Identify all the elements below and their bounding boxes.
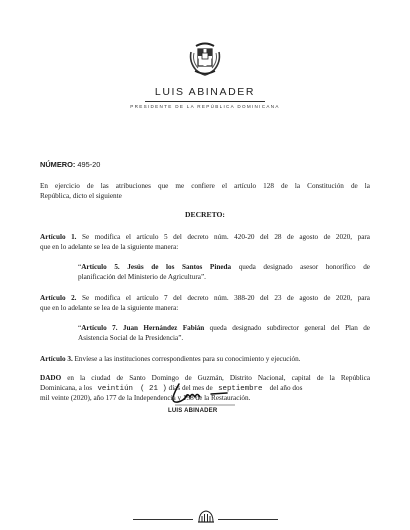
article-3-text: Envíese a las instituciones correspondientes para su conocimiento y ejecución. bbox=[74, 355, 301, 363]
dado-label: DADO bbox=[40, 374, 62, 382]
decree-number-value: 495-20 bbox=[77, 160, 101, 169]
article-1-line-1 bbox=[40, 232, 370, 242]
article-2-text: Se modifica el artículo 7 del decreto núm. 388-20 del 23 de agosto de 2020, para bbox=[82, 294, 370, 302]
quote-1-open: “ bbox=[78, 263, 82, 271]
quote-1-text: queda designado asesor honorífico de bbox=[238, 263, 370, 271]
intro-line-1: En ejercicio de las atribuciones que me confiere el artículo 128 de la Constitución de la bbox=[40, 182, 370, 190]
footer-rule-right bbox=[218, 519, 278, 520]
coat-of-arms-icon bbox=[188, 40, 222, 76]
quote-2-text: queda designado subdirector general del Plan de bbox=[209, 324, 370, 332]
article-2-line-2: que en lo adelante se lea de la siguiente manera: bbox=[40, 304, 179, 312]
day-words: veintiún bbox=[97, 385, 133, 393]
decree-heading: DECRETO: bbox=[185, 210, 225, 219]
intro-line-2: República, dicto el siguiente bbox=[40, 192, 122, 200]
decree-number bbox=[40, 160, 100, 170]
signatory-name: LUIS ABINADER bbox=[168, 408, 218, 414]
dado-line-3: mil veinte (2020), año 177 de la Independencia y 158 de la Restauración. bbox=[40, 394, 251, 402]
article-1-line-2: que en lo adelante se lea de la siguiente manera: bbox=[40, 243, 179, 251]
article-2-label: Artículo 2. bbox=[40, 294, 77, 302]
header-subtitle: PRESIDENTE DE LA REPÚBLICA DOMINICANA bbox=[130, 104, 280, 109]
footer-emblem-icon bbox=[197, 509, 215, 523]
header-divider bbox=[145, 101, 265, 102]
article-3 bbox=[40, 354, 300, 364]
dado-line-2-a: Dominicana, a los bbox=[40, 384, 93, 392]
handwritten-signature bbox=[165, 381, 245, 407]
header-name: LUIS ABINADER bbox=[154, 86, 256, 98]
dado-line-2-c: del año dos bbox=[269, 384, 303, 392]
article-1-text: Se modifica el artículo 5 del decreto núm. 420-20 del 28 de agosto de 2020, para bbox=[82, 233, 370, 241]
article-2-line-1 bbox=[40, 293, 370, 303]
quote-2-line-1 bbox=[78, 323, 370, 333]
quote-2-line-2: Asistencia Social de la Presidencia”. bbox=[78, 334, 184, 342]
quote-1-line-1 bbox=[78, 262, 370, 272]
day-number: ( 21 ) bbox=[140, 385, 167, 393]
article-1-label: Artículo 1. bbox=[40, 233, 77, 241]
decree-number-label: NÚMERO: bbox=[40, 160, 76, 169]
dado-line-2-b: días del mes de bbox=[168, 384, 213, 392]
footer-rule-left bbox=[133, 519, 193, 520]
quote-2-open: “ bbox=[78, 324, 82, 332]
quote-2-label: Artículo 7. Juan Hernández Fabián bbox=[81, 324, 205, 332]
quote-1-label: Artículo 5. Jesús de los Santos Pineda bbox=[81, 263, 232, 271]
article-3-label: Artículo 3. bbox=[40, 355, 73, 363]
month: septiembre bbox=[218, 385, 263, 393]
quote-1-line-2: planificación del Ministerio de Agricultura”. bbox=[78, 273, 206, 281]
dado-text: en la ciudad de Santo Domingo de Guzmán, Distrito Nacional, capital de la República bbox=[67, 374, 371, 382]
